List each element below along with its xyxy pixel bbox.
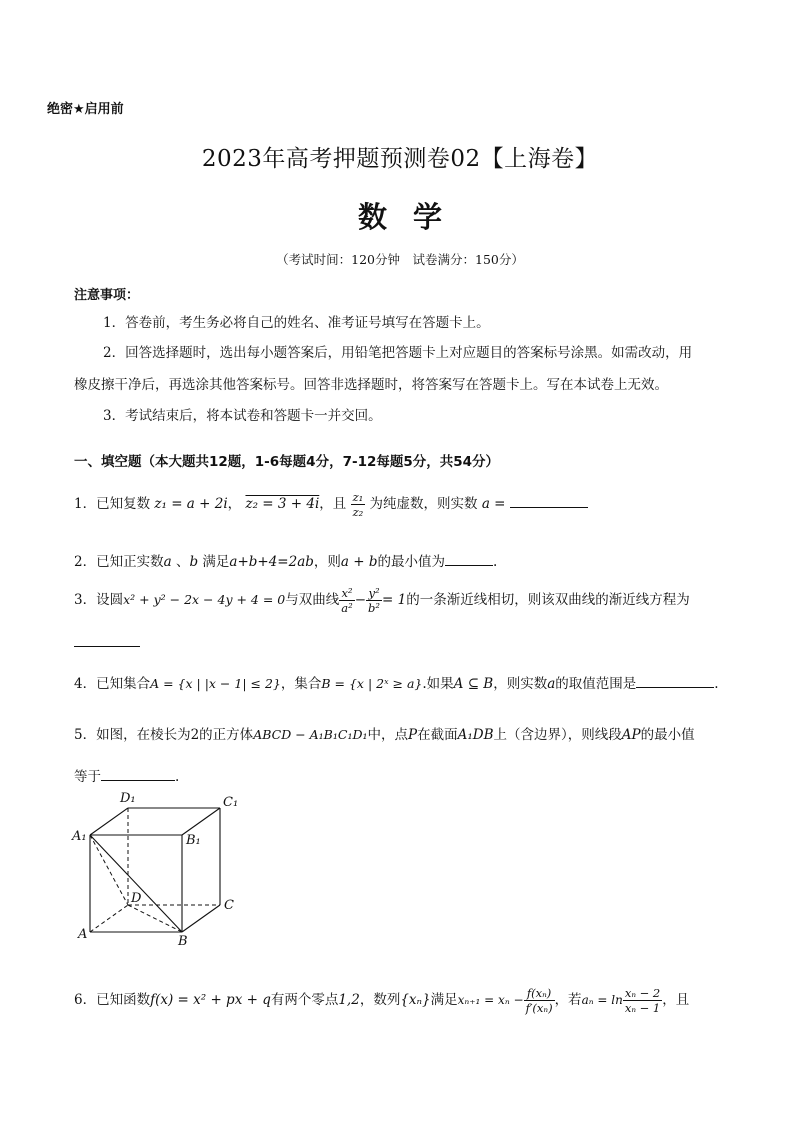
edge-b-c xyxy=(182,905,220,932)
q3-frac-y-num: y² xyxy=(366,586,382,601)
q5-text: 5．如图，在棱长为2的正方体 xyxy=(74,727,254,743)
notice-item-1: 1．答卷前，考生务必将自己的姓名、准考证号填写在答题卡上。 xyxy=(103,315,490,331)
q6-if: ，若 xyxy=(554,992,582,1008)
q5-cube: ABCD − A₁B₁C₁D₁ xyxy=(253,727,368,742)
q6-frac-log-num: xₙ − 2 xyxy=(624,986,661,1000)
q3-text-2: 的一条渐近线相切，则该双曲线的渐近线方程为 xyxy=(406,592,690,608)
q6-frac-newton-den: f′(xₙ) xyxy=(525,1001,553,1015)
q3-answer-blank[interactable] xyxy=(74,645,140,647)
q4-text: 4．已知集合 xyxy=(74,676,151,692)
q6-frac-newton xyxy=(524,986,555,1015)
question-2 xyxy=(74,550,497,570)
edge-a1-d1 xyxy=(90,808,128,835)
q6-frac-log-den: xₙ − 1 xyxy=(624,1001,661,1015)
q5-answer-blank[interactable] xyxy=(101,779,175,781)
q3-eq: = 1 xyxy=(382,592,407,608)
q1-z1: z₁ = a + 2i xyxy=(154,496,228,512)
q2-min: 的最小值为 xyxy=(377,554,445,570)
q6-frac-newton-num: f(xₙ) xyxy=(524,986,555,1001)
q6-function: f(x) = x² + px + q xyxy=(150,992,271,1008)
q5-ap: AP xyxy=(621,727,641,743)
q6-frac-log xyxy=(623,986,662,1015)
edge-d-b xyxy=(128,905,182,932)
cube-figure xyxy=(70,790,250,950)
q6-zeros: 有两个零点 xyxy=(270,992,339,1008)
q3-text: 3．设圆 xyxy=(74,592,124,608)
q5-p: P xyxy=(407,727,418,743)
q4-range: 的取值范围是 xyxy=(555,676,637,692)
q5-section: A₁DB xyxy=(457,727,494,743)
q4-then: ，则实数 xyxy=(493,676,548,692)
q4-set-b: B = {x | 2ˣ ≥ a} xyxy=(321,676,423,691)
label-a: A xyxy=(78,927,88,942)
notice-item-2-cont: 橡皮擦干净后，再选涂其他答案标号。回答非选择题时，将答案写在答题卡上。写在本试卷上无效。 xyxy=(74,377,668,393)
q4-answer-blank[interactable] xyxy=(636,686,714,688)
q3-frac-x xyxy=(339,586,354,615)
q6-text: 6．已知函数 xyxy=(74,992,151,1008)
q2-satisfy: 满足 xyxy=(202,554,230,570)
q3-circle: x² + y² − 2x − 4y + 4 = 0 xyxy=(123,592,286,607)
question-1 xyxy=(74,490,588,519)
q1-frac-num: z₁ xyxy=(352,490,364,504)
q1-and: ，且 xyxy=(319,496,347,512)
edge-b1-c1 xyxy=(182,808,220,835)
q2-condition: a+b+4=2ab xyxy=(229,554,314,570)
subject-char-1: 数 xyxy=(357,200,387,234)
q1-text-2: 为纯虚数，则实数 xyxy=(369,496,478,512)
q5-period: . xyxy=(175,769,180,785)
question-5 xyxy=(74,723,695,743)
q3-frac-y xyxy=(366,586,382,615)
notice-item-3: 3．考试结束后，将本试卷和答题卡一并交回。 xyxy=(103,408,382,424)
exam-info: （考试时间：120分钟 试卷满分：150分） xyxy=(276,252,524,267)
q3-with: 与双曲线 xyxy=(285,592,340,608)
q5-boundary: 上（含边界），则线段 xyxy=(493,727,622,743)
q3-frac-y-den: b² xyxy=(368,601,381,615)
q2-text: 2．已知正实数 xyxy=(74,554,164,570)
q6-and: ，且 xyxy=(662,992,690,1008)
q1-answer-blank[interactable] xyxy=(510,506,588,508)
section-heading-fill-in: 一、填空题（本大题共12题，1-6每题4分，7-12每题5分，共54分） xyxy=(74,454,500,470)
q1-text: 1．已知复数 xyxy=(74,496,151,512)
label-b: B xyxy=(178,934,188,949)
edge-a1-b xyxy=(90,835,182,932)
q1-fraction xyxy=(351,490,366,519)
q6-an: aₙ = ln xyxy=(581,993,623,1007)
label-c1: C₁ xyxy=(223,795,239,810)
q2-a: a xyxy=(163,554,172,570)
notice-item-2: 2．回答选择题时，选出每小题答案后，用铅笔把答题卡上对应题目的答案标号涂黑。如需改动，用 xyxy=(103,345,693,361)
q2-sum: a + b xyxy=(340,554,378,570)
q4-set: ，集合 xyxy=(280,676,322,692)
q1-z2-conjugate: z₂ = 3 + 4i xyxy=(245,496,320,512)
q2-then: ，则 xyxy=(313,554,341,570)
q4-set-a: A = {x | |x − 1| ≤ 2} xyxy=(150,676,281,691)
q2-answer-blank[interactable] xyxy=(445,564,493,566)
edge-a-d xyxy=(90,905,128,932)
q3-minus: − xyxy=(354,592,367,608)
subject-char-2: 学 xyxy=(413,200,443,234)
q6-seq: ，数列 xyxy=(359,992,401,1008)
q5-in: 中，点 xyxy=(367,727,408,743)
q6-roots: 1,2 xyxy=(338,992,360,1008)
confidential-label: 绝密★启用前 xyxy=(47,102,124,117)
q1-frac-den: z₂ xyxy=(352,505,364,519)
q3-frac-x-den: a² xyxy=(341,601,353,615)
question-3 xyxy=(74,586,690,615)
label-d: D xyxy=(131,891,142,906)
exam-title: 2023年高考押题预测卷02【上海卷】 xyxy=(201,146,599,172)
q4-if: .如果 xyxy=(422,676,454,692)
q6-recurrence: xₙ₊₁ = xₙ − xyxy=(457,993,524,1007)
q2-sep: 、 xyxy=(175,554,190,570)
q6-xn: {xₙ} xyxy=(400,992,431,1008)
q2-b: b xyxy=(189,554,199,570)
subject-title xyxy=(0,195,800,236)
label-b1: B₁ xyxy=(186,833,201,848)
q1-comma: ， xyxy=(227,496,242,512)
label-a1: A₁ xyxy=(72,829,87,844)
label-c: C xyxy=(224,898,234,913)
q1-a: a = xyxy=(481,496,506,512)
question-4 xyxy=(74,672,719,692)
q3-frac-x-num: x² xyxy=(339,586,354,601)
notice-heading: 注意事项： xyxy=(74,288,140,303)
q5-equals: 等于 xyxy=(74,769,101,785)
label-d1: D₁ xyxy=(120,791,136,806)
q4-subset: A ⊆ B xyxy=(453,676,494,692)
q5-min: 的最小值 xyxy=(640,727,695,743)
edge-a1-d xyxy=(90,835,128,905)
q5-on: 在截面 xyxy=(417,727,458,743)
question-5-line-2 xyxy=(74,765,179,785)
q2-period: . xyxy=(493,554,498,570)
q6-satisfy: 满足 xyxy=(430,992,458,1008)
q4-a: a xyxy=(547,676,556,692)
question-6 xyxy=(74,986,689,1015)
q4-period: . xyxy=(714,676,719,692)
